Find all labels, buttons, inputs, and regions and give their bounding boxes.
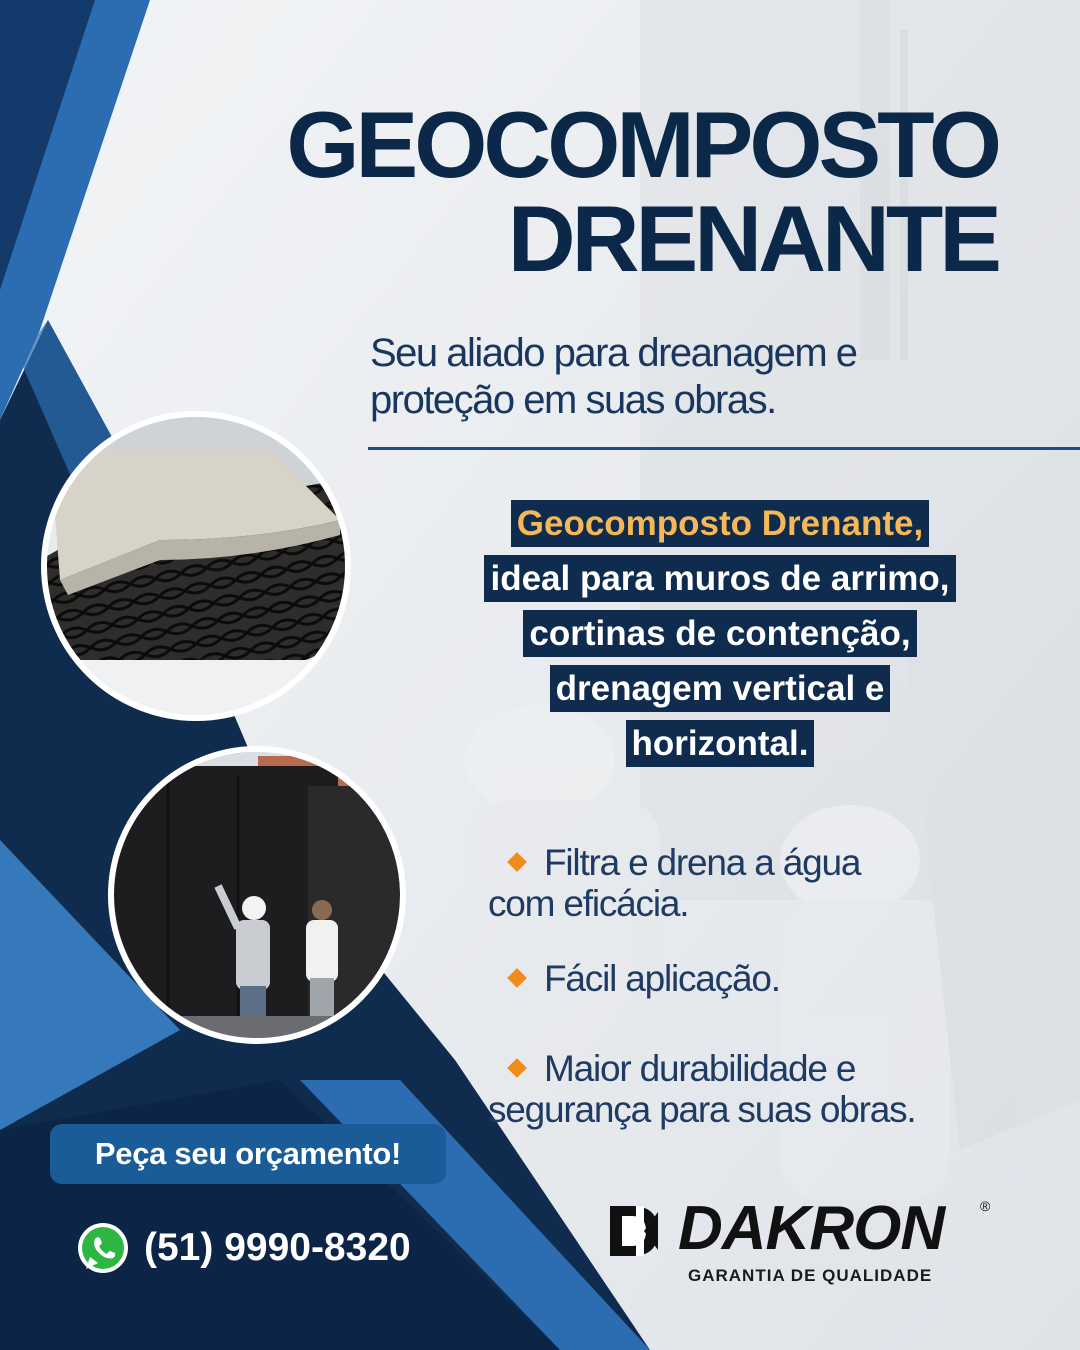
highlight-line-4: drenagem vertical e (550, 665, 891, 712)
diamond-bullet-icon (507, 968, 527, 988)
workers-installing-photo (108, 746, 406, 1044)
diamond-bullet-icon (507, 852, 527, 872)
request-quote-button[interactable]: Peça seu orçamento! (50, 1124, 446, 1184)
subtitle-line-2: proteção em suas obras. (370, 378, 776, 422)
brand-name: DAKRON (678, 1194, 945, 1263)
divider-line (368, 447, 1080, 450)
brand-logo (606, 1194, 996, 1292)
feature-item (488, 958, 1068, 999)
subtitle (370, 330, 857, 424)
feature-text: Filtra e drena a água (544, 842, 861, 883)
highlight-line-1: Geocomposto Drenante, (511, 500, 929, 547)
phone-contact[interactable] (76, 1220, 411, 1276)
whatsapp-icon (76, 1221, 130, 1275)
page-title (286, 92, 998, 291)
brand-tagline: GARANTIA DE QUALIDADE (688, 1266, 933, 1285)
feature-text: Fácil aplicação. (544, 958, 780, 999)
registered-mark: ® (980, 1198, 991, 1214)
phone-number: (51) 9990-8320 (144, 1226, 411, 1269)
title-line-2: DRENANTE (507, 186, 998, 291)
geocomposite-sample-photo (40, 410, 352, 722)
subtitle-line-1: Seu aliado para dreanagem e (370, 331, 857, 375)
feature-text: segurança para suas obras. (488, 1089, 916, 1130)
title-line-1: GEOCOMPOSTO (286, 92, 998, 197)
feature-text: com eficácia. (488, 883, 689, 924)
highlight-line-2: ideal para muros de arrimo, (484, 555, 955, 602)
feature-item (488, 842, 1068, 924)
highlight-line-5: horizontal. (626, 720, 815, 767)
highlight-line-3: cortinas de contenção, (523, 610, 916, 657)
feature-item (488, 1048, 1068, 1130)
diamond-bullet-icon (507, 1058, 527, 1078)
highlight-block (380, 496, 1060, 771)
feature-text: Maior durabilidade e (544, 1048, 856, 1089)
dakron-logo-icon (606, 1202, 664, 1260)
